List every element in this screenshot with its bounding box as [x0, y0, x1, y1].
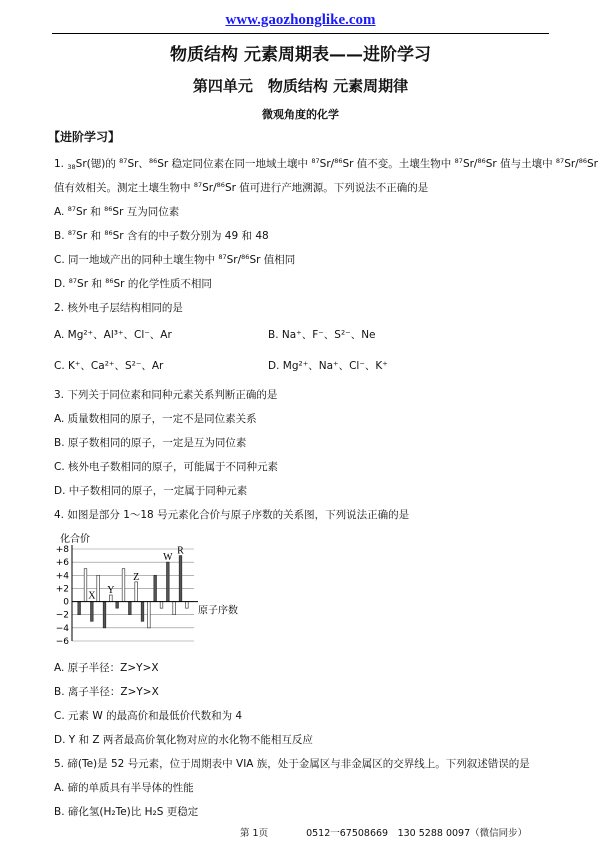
q1-option-d: D. $^{87}$Sr 和 $^{86}$Sr 的化学性质不相同	[54, 277, 212, 290]
chart-bar	[116, 602, 119, 609]
chart-bar	[154, 575, 157, 601]
q3-option-d: D. 中子数相同的原子，一定属于同种元素	[54, 485, 248, 497]
page-title: 物质结构 元素周期表——进阶学习	[170, 45, 431, 65]
q3-option-a: A. 质量数相同的原子，一定不是同位素关系	[54, 413, 257, 425]
chart-element-label: X	[88, 590, 96, 602]
q2-option-b: B. Na⁺、F⁻、S²⁻、Ne	[268, 329, 376, 341]
chart-bar	[129, 602, 132, 615]
chart-bar	[122, 569, 125, 602]
q3-stem: 3. 下列关于同位素和同种元素关系判断正确的是	[54, 389, 278, 401]
chart-element-label: Y	[107, 585, 115, 596]
chart-bar	[103, 602, 106, 628]
q5-stem: 5. 碲(Te)是 52 号元素，位于周期表中 VIA 族，处于金属区与非金属区的交界线上。下列叙述错误的是	[54, 758, 530, 770]
chart-y-tick-label: +4	[55, 571, 69, 582]
chart-y-tick-label: 0	[63, 597, 69, 608]
q5-option-b: B. 碲化氢(H₂Te)比 H₂S 更稳定	[54, 806, 199, 818]
q3-option-b: B. 原子数相同的原子，一定是互为同位素	[54, 437, 247, 449]
q4-option-a: A. 原子半径：Z>Y>X	[54, 662, 159, 674]
chart-bar	[179, 556, 182, 602]
q1-stem-line1: 1. $_{38}$Sr(锶)的 $^{87}$Sr、$^{86}$Sr 稳定同位素在同一地域土壤中 $^{87}$Sr/$^{86}$Sr 值不变。土壤生物中 $^{87}$Sr/$^{86}$Sr 值与土壤中 $^{87}$Sr/$^{86}$Sr	[54, 157, 598, 171]
q4-stem: 4. 如图是部分 1～18 号元素化合价与原子序数的关系图，下列说法正确的是	[54, 509, 410, 521]
q1-option-c: C. 同一地域产出的同种土壤生物中 $^{87}$Sr/$^{86}$Sr 值相同	[54, 253, 296, 266]
chart-bar	[148, 602, 151, 628]
chart-bar	[167, 562, 170, 601]
chart-bar	[84, 569, 87, 602]
subtitle: 微观角度的化学	[262, 108, 339, 121]
q2-stem: 2. 核外电子层结构相同的是	[54, 302, 183, 314]
chart-bar	[78, 602, 81, 615]
chart-element-label: R	[177, 545, 184, 557]
q2-option-d: D. Mg²⁺、Na⁺、Cl⁻、K⁺	[268, 360, 388, 372]
chart-bar	[91, 602, 94, 622]
q2-option-c: C. K⁺、Ca²⁺、S²⁻、Ar	[54, 360, 164, 372]
chart-y-tick-label: +2	[55, 584, 69, 595]
q5-option-a: A. 碲的单质具有半导体的性能	[54, 782, 194, 794]
chart-y-tick-label: −2	[55, 610, 69, 621]
q1-option-a: A. $^{87}$Sr 和 $^{86}$Sr 互为同位素	[54, 205, 180, 218]
chart-bar	[141, 602, 144, 622]
header-rule	[52, 33, 549, 34]
chart-y-tick-label: −4	[55, 623, 69, 634]
section-heading: 【进阶学习】	[48, 130, 121, 144]
q3-option-c: C. 核外电子数相同的原子，可能属于不同种元素	[54, 461, 279, 473]
q1-option-b: B. $^{87}$Sr 和 $^{86}$Sr 含有的中子数分别为 49 和 48	[54, 229, 269, 242]
q4-option-b: B. 离子半径：Z>Y>X	[54, 686, 159, 698]
q2-option-a: A. Mg²⁺、Al³⁺、Cl⁻、Ar	[54, 329, 172, 341]
chart-bar	[186, 602, 189, 609]
chart-y-axis-label: 化合价	[60, 534, 90, 545]
chart-bar	[173, 602, 176, 615]
chart-y-tick-label: +8	[55, 545, 69, 555]
chart-x-axis-label: 原子序数	[198, 605, 238, 617]
valence-chart	[54, 533, 254, 645]
unit-title: 第四单元 物质结构 元素周期律	[192, 77, 409, 95]
page-footer: 第 1页 0512一67508669 130 5288 0097（微信同步）	[240, 828, 528, 839]
site-url-link[interactable]: www.gaozhonglike.com	[225, 12, 376, 28]
q4-option-c: C. 元素 W 的最高价和最低价代数和为 4	[54, 710, 243, 722]
chart-y-tick-label: +6	[55, 558, 69, 569]
chart-y-tick-label: −6	[55, 637, 69, 645]
chart-y-ticks	[56, 545, 70, 645]
q1-stem-line2: 值有效相关。测定土壤生物中 $^{87}$Sr/$^{86}$Sr 值可进行产地溯源。下列说法不正确的是	[54, 181, 429, 194]
chart-element-label: Z	[133, 571, 140, 583]
chart-element-label: W	[163, 552, 173, 564]
q4-option-d: D. Y 和 Z 两者最高价氧化物对应的水化物不能相互反应	[54, 734, 313, 746]
chart-bar	[135, 582, 138, 602]
chart-bar	[97, 575, 100, 601]
chart-bar	[160, 602, 163, 609]
